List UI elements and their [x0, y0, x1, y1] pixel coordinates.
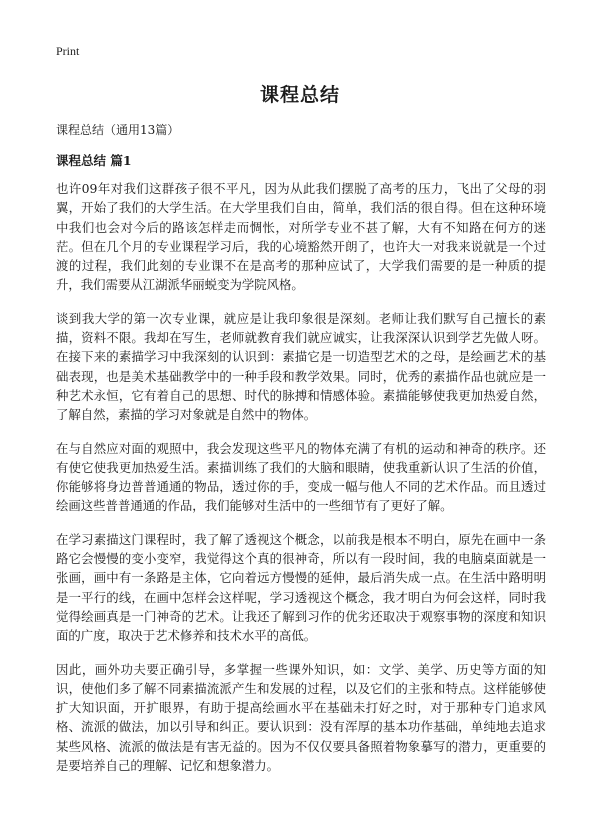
- article-body: [56, 179, 546, 789]
- paragraph-1: 也许09年对我们这群孩子很不平凡，因为从此我们摆脱了高考的压力，飞出了父母的羽翼，开始了我们的大学生活。在大学里我们自由，简单，我们活的很自得。但在这种环境中我们也会对今后的路该怎样走而惆怅，对所学专业不甚了解，大有不知路在何方的迷茫。但在几个月的专业课程学习后，我的心境豁然开朗了，也许大一对我来说就是一个过渡的过程，我们此刻的专业课不在是高考的那种应试了，大学我们需要的是一种质的提升，我们需要从江湖派华丽蜕变为学院风格。: [56, 181, 546, 293]
- section-heading: 课程总结 篇1: [56, 153, 132, 168]
- paragraph-5: 因此，画外功夫要正确引导，多掌握一些课外知识，如：文学、美学、历史等方面的知识，使他们多了解不同素描流派产生和发展的过程，以及它们的主张和特点。这样能够使扩大知识面，开扩眼界，有助于提高绘画水平在基础未打好之时，对于那种专门追求风格、流派的做法，加以引导和纠正。要认识到：没有浑厚的基本功作基础，单纯地去追求某些风格、流派的做法是有害无益的。因为不仅仅要具备照着物象摹写的潜力，更重要的是要培养自己的理解、记忆和想象潜力。: [56, 661, 546, 774]
- paragraph-3: 在与自然应对面的观照中，我会发现这些平凡的物体充满了有机的运动和神奇的秩序。还有使它使我更加热爱生活。素描训练了我们的大脑和眼睛，使我重新认识了生活的价值，你能够将身边普普通通的物品，透过你的手，变成一幅与他人不同的艺术作品。而且透过绘画这些普普通通的作品，我们能够对生活中的一些细节有了更好了解。: [56, 440, 546, 514]
- paragraph-4: 在学习素描这门课程时，我了解了透视这个概念，以前我是根本不明白，原先在画中一条路它会慢慢的变小变窄，我觉得这个真的很神奇，所以有一段时间，我的电脑桌面就是一张画，画中有一条路是主体，它向着远方慢慢的延伸，最后消失成一点。在生活中路明明是一平行的线，在画中怎样会这样呢，学习透视这个概念，我才明白为何会这样，同时我觉得绘画真是一门神奇的艺术。让我还了解到习作的优劣还取决于观察事物的深度和知识面的广度，取决于艺术修养和技术水平的高低。: [56, 531, 546, 644]
- page-title: 课程总结: [259, 84, 340, 106]
- print-link[interactable]: Print: [56, 44, 80, 58]
- document-subtitle: 课程总结（通用13篇）: [56, 123, 180, 137]
- paragraph-2: 谈到我大学的第一次专业课，就应是让我印象很是深刻。老师让我们默写自己擅长的素描，资料不限。我却在写生，老师就教育我们就应诚实，让我深深认识到学艺先做人呀。在接下来的素描学习中我深刻的认识到：素描它是一切造型艺术的之母，是绘画艺术的基础表现，也是美术基础教学中的一种手段和教学效果。同时，优秀的素描作品也就应是一种艺术永恒，它有着自己的思想、时代的脉搏和情感体验。素描能够使我更加热爱自然，了解自然，素描的学习对象就是自然中的物体。: [56, 310, 546, 423]
